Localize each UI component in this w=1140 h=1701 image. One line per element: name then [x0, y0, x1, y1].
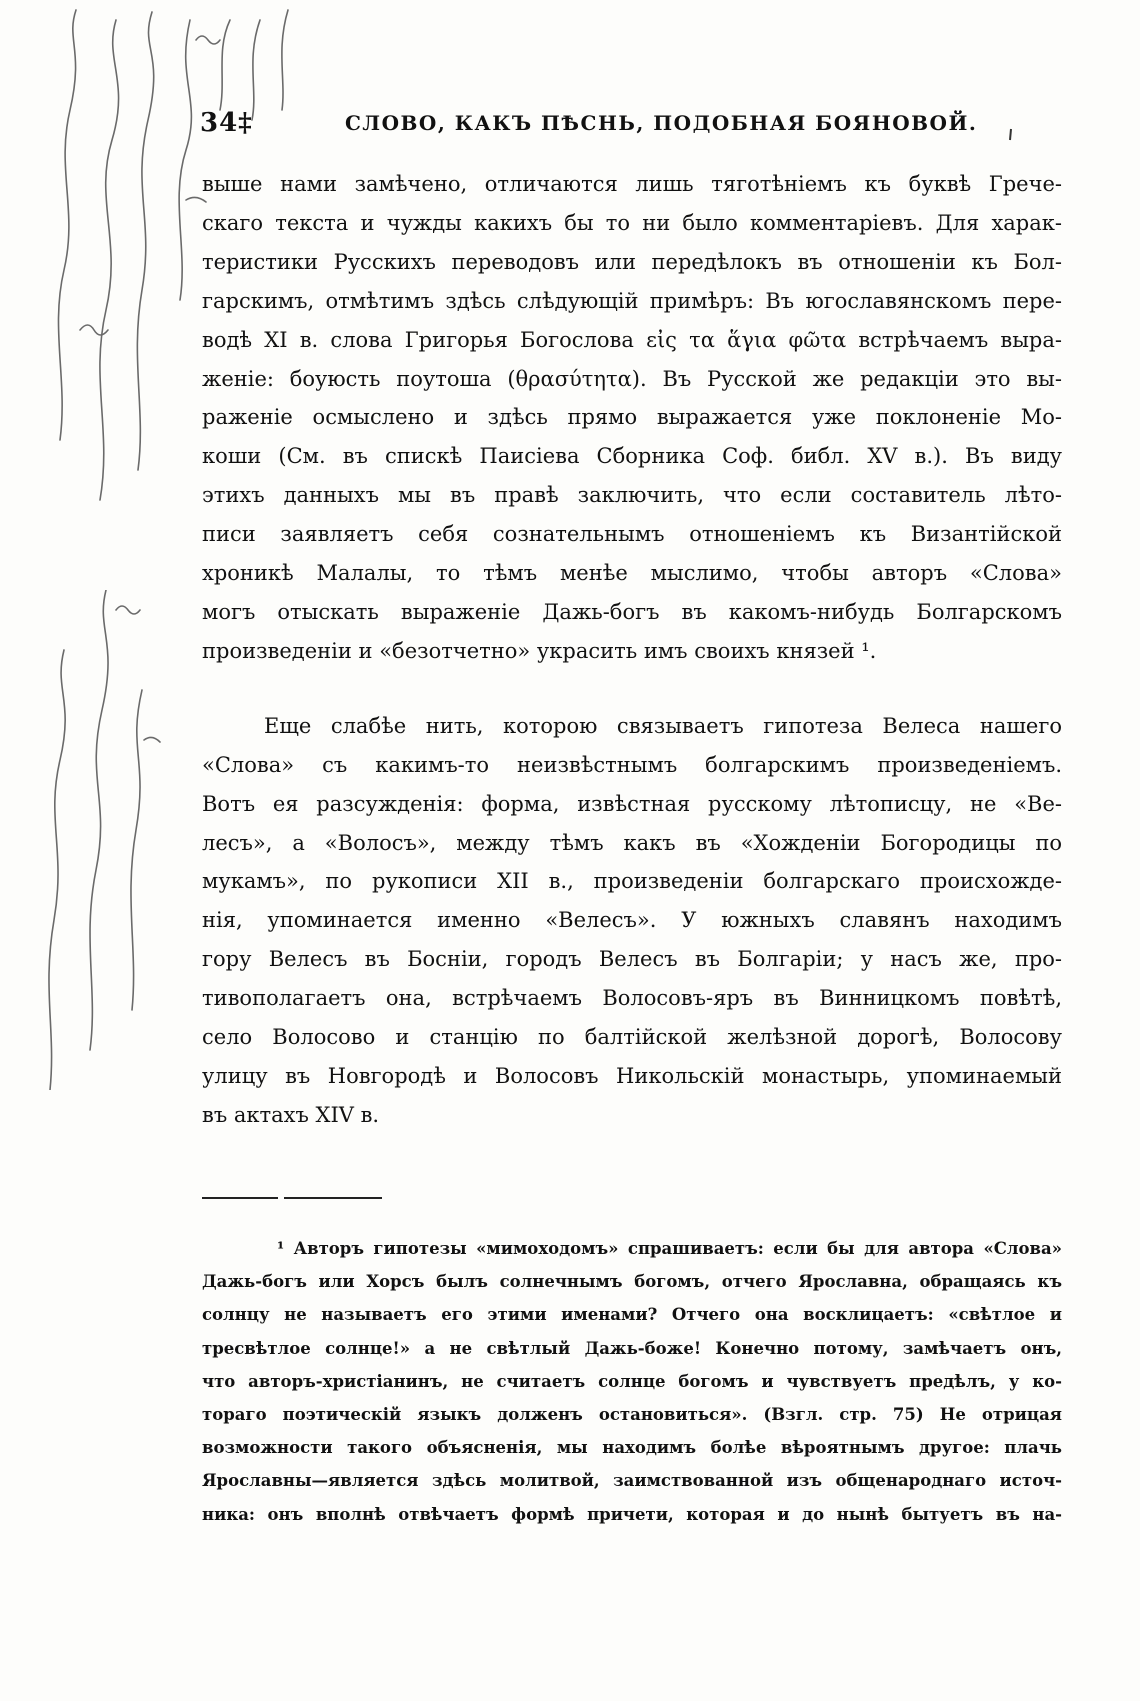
- main-text: [202, 165, 1062, 1135]
- footnote-line: тресвѣтлое солнце!» а не свѣтлый Дажь-боже! Конечно потому, замѣчаетъ онъ,: [202, 1338, 1062, 1358]
- text-line: мукамъ», по рукописи XII в., произведеніи болгарскаго происхожде-: [202, 869, 1062, 894]
- text-line: коши (См. въ спискѣ Паисіева Сборника Соф. библ. XV в.). Въ виду: [202, 444, 1062, 469]
- text-line: произведеніи и «безотчетно» украсить имъ своихъ князей ¹.: [202, 638, 877, 663]
- text-line: тивополагаетъ она, встрѣчаемъ Волосовъ-яръ въ Винницкомъ повѣтѣ,: [202, 986, 1062, 1011]
- text-line: въ актахъ XIV в.: [202, 1102, 380, 1127]
- footnote-line: Ярославны—является здѣсь молитвой, заимствованной изъ общенароднаго источ-: [202, 1471, 1062, 1491]
- footnote-rule-left: [202, 1197, 278, 1199]
- text-line: женіе: боуюсть поутоша (θρασύτητα). Въ Русской же редакціи это вы-: [202, 366, 1062, 391]
- paragraph-1: [202, 165, 1062, 671]
- text-line: скаго текста и чужды какихъ бы то ни было комментаріевъ. Для харак-: [202, 210, 1062, 235]
- footnote-line: что авторъ-христіанинъ, не считаетъ солнце богомъ и чувствуетъ предѣлъ, у ко-: [202, 1371, 1062, 1391]
- footnote-line: возможности такого объясненія, мы находимъ болѣе вѣроятнымъ другое: плачь: [202, 1438, 1062, 1458]
- footnote-rule-right: [284, 1197, 382, 1199]
- text-line: теристики Русскихъ переводовъ или передѣлокъ въ отношеніи къ Бол-: [202, 249, 1062, 274]
- text-line: этихъ данныхъ мы въ правѣ заключить, что если составитель лѣто-: [202, 483, 1062, 508]
- text-line: водѣ XI в. слова Григорья Богослова εἰς τα ἅγια φῶτα встрѣчаемъ выра-: [202, 327, 1062, 352]
- text-line: писи заявляетъ себя сознательнымъ отношеніемъ къ Византійской: [202, 522, 1062, 547]
- text-line: Вотъ ея разсужденія: форма, извѣстная русскому лѣтописцу, не «Ве-: [202, 791, 1062, 816]
- text-line: раженіе осмыслено и здѣсь прямо выражается уже поклоненіе Мо-: [202, 405, 1062, 430]
- text-line: лесъ», а «Волосъ», между тѣмъ какъ въ «Хожденіи Богородицы по: [202, 830, 1062, 855]
- text-line: гарскимъ, отмѣтимъ здѣсь слѣдующій примѣръ: Въ югославянскомъ пере-: [202, 288, 1062, 313]
- footnote-line: солнцу не называетъ его этими именами? Отчего она восклицаетъ: «свѣтлое и: [202, 1305, 1062, 1325]
- text-line: село Волосово и станцію по балтійской желѣзной дорогѣ, Волосову: [202, 1025, 1062, 1050]
- text-line: нія, упоминается именно «Велесъ». У южныхъ славянъ находимъ: [202, 908, 1062, 933]
- paragraph-gap: [202, 671, 1062, 707]
- paragraph-2: [202, 707, 1062, 1135]
- footnote-line: ¹ Авторъ гипотезы «мимоходомъ» спрашиваетъ: если бы для автора «Слова»: [277, 1239, 1062, 1258]
- text-line: улицу въ Новгородѣ и Волосовъ Никольскій монастырь, упоминаемый: [202, 1063, 1062, 1088]
- running-title: СЛОВО, КАКЪ ПѢСНЬ, ПОДОБНАЯ БОЯНОВОЙ.: [345, 111, 978, 135]
- text-line: «Слова» съ какимъ-то неизвѣстнымъ болгарскимъ произведеніемъ.: [202, 752, 1062, 777]
- footnote-line: Дажь-богъ или Хорсъ былъ солнечнымъ богомъ, отчего Ярославна, обращаясь къ: [202, 1272, 1062, 1292]
- footnote-line: ника: онъ вполнѣ отвѣчаетъ формѣ причети, которая и до нынѣ бытуетъ въ на-: [202, 1504, 1062, 1524]
- footnote-line: тораго поэтическій языкъ долженъ остановиться». (Взгл. стр. 75) Не отрицая: [202, 1405, 1062, 1425]
- page-number: 34‡: [200, 108, 253, 138]
- page-header: [200, 108, 1080, 144]
- text-line: хроникѣ Малалы, то тѣмъ менѣе мыслимо, чтобы авторъ «Слова»: [202, 561, 1062, 586]
- text-line: гору Велесъ въ Босніи, городъ Велесъ въ Болгаріи; у насъ же, про-: [202, 947, 1062, 972]
- footnote: [202, 1232, 1062, 1531]
- text-line: могъ отыскать выраженіе Дажь-богъ въ какомъ-нибудь Болгарскомъ: [202, 599, 1062, 624]
- text-line: Еще слабѣе нить, которою связываетъ гипотеза Велеса нашего: [264, 713, 1062, 738]
- text-line: выше нами замѣчено, отличаются лишь тяготѣніемъ къ буквѣ Грече-: [202, 172, 1062, 196]
- margin-handwriting-bottom: [20, 590, 190, 1090]
